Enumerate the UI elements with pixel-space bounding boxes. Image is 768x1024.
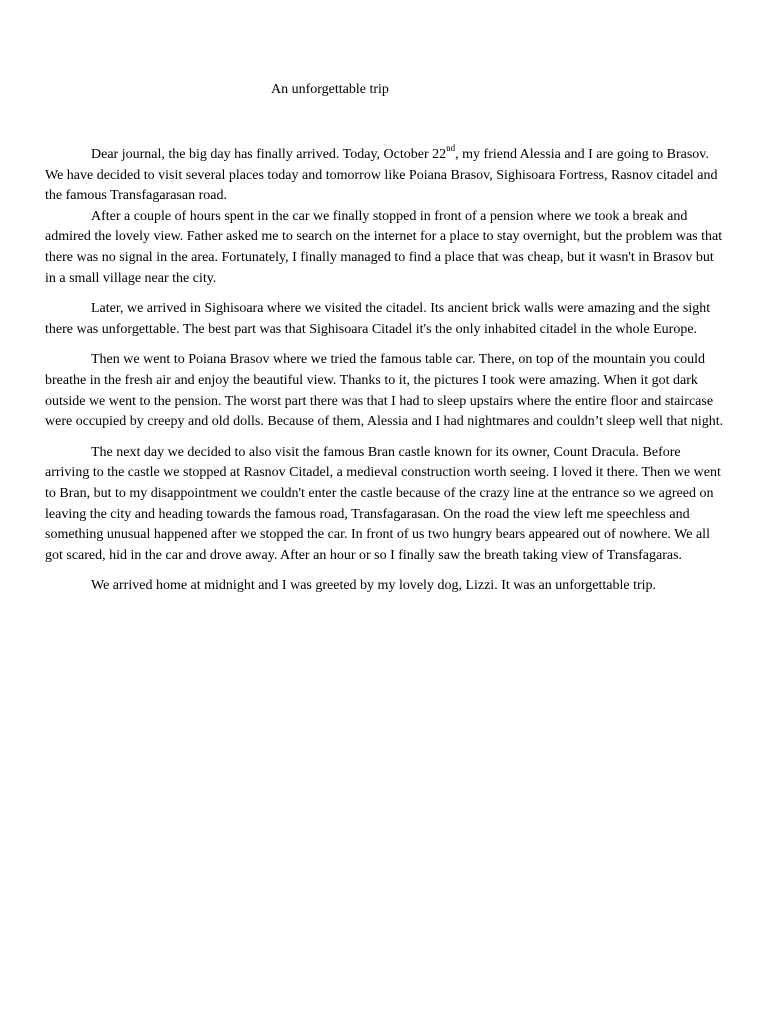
paragraph-1 (45, 145, 726, 207)
paragraph-5: The next day we decided to also visit the famous Bran castle known for its owner, Count Dracula. Before arriving to the castle we stopped at Rasnov Citadel, a medieval construction worth seeing. I loved it there. Then we went to Bran, but to my disappointment we couldn't enter the castle because of the crazy line at the entrance so we agreed on leaving the city and heading towards the famous road, Transfagarasan. On the road the view left me speechless and something unusual happened after we stopped the car. In front of us two hungry bears appeared out of nowhere. We all got scared, hid in the car and drove away. After an hour or so I finally saw the breath taking view of Transfagaras. (45, 444, 721, 563)
paragraph-4: Then we went to Poiana Brasov where we tried the famous table car. There, on top of the mountain you could breathe in the fresh air and enjoy the beautiful view. Thanks to it, the pictures I took were amazing. When it got dark outside we went to the pension. The worst part there was that I had to sleep upstairs where the entire floor and staircase were occupied by creepy and old dolls. Because of them, Alessia and I had nightmares and couldn’t sleep well that night. (45, 352, 724, 430)
document-body (45, 145, 726, 597)
ordinal-suffix: nd (446, 143, 456, 154)
document-title: An unforgettable trip (271, 82, 389, 97)
paragraph-1-start: Dear journal, the big day has finally arrived. Today, October 22 (91, 147, 447, 162)
paragraph-6: We arrived home at midnight and I was greeted by my lovely dog, Lizzi. It was an unforgettable trip. (91, 578, 657, 594)
paragraph-2: After a couple of hours spent in the car we finally stopped in front of a pension where we took a break and admired the lovely view. Father asked me to search on the internet for a place to stay overnight, but the problem was that there was no signal in the area. Fortunately, I finally managed to find a place that was cheap, but it wasn't in Brasov but in a small village near the city. (45, 208, 723, 286)
paragraph-3: Later, we arrived in Sighisoara where we visited the citadel. Its ancient brick walls were amazing and the sight there was unforgettable. The best part was that Sighisoara Citadel it's the only inhabited citadel in the whole Europe. (45, 301, 711, 337)
paragraph-1-end: , my friend Alessia and I are going to Brasov. We have decided to visit several places today and tomorrow like Poiana Brasov, Sighisoara Fortress, Rasnov citadel and the famous Transfagarasan road. (45, 147, 718, 204)
